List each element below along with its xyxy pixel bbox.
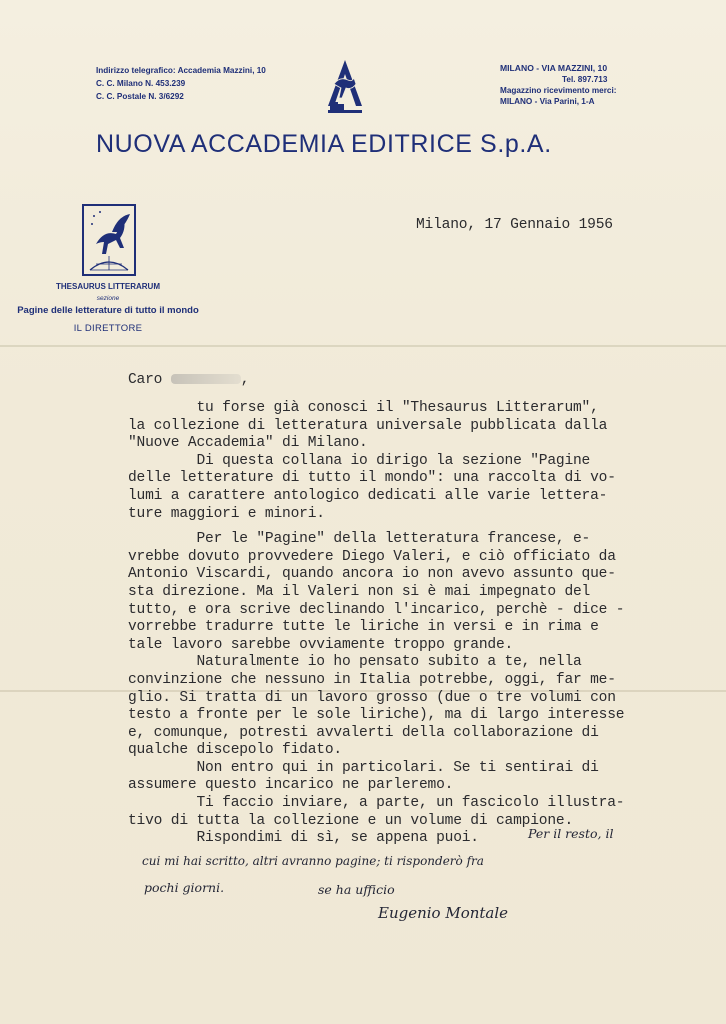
letter-line: "Nuove Accademia" di Milano. <box>128 435 368 452</box>
handwritten-note-1: Per il resto, il <box>528 826 614 841</box>
series-name: Pagine delle letterature di tutto il mondo <box>17 305 199 316</box>
sezione-label: sezione <box>96 295 120 302</box>
letter-line: ture maggiori e minori. <box>128 505 325 522</box>
letter-line: tivo di tutta la collezione e un volume di campione. <box>128 812 573 829</box>
director-role: IL DIRETTORE <box>73 323 143 334</box>
section-info <box>10 281 206 335</box>
letter-date: Milano, 17 Gennaio 1956 <box>416 217 613 233</box>
warehouse-address: MILANO - Via Parini, 1-A <box>500 97 595 106</box>
warehouse-label: Magazzino ricevimento merci: <box>500 86 617 95</box>
letter-line: Per le "Pagine" della letteratura francese, e- <box>128 531 591 548</box>
letter-line: Non entro qui in particolari. Se ti sentirai di <box>128 759 599 776</box>
firm-name: NUOVA ACCADEMIA EDITRICE S.p.A. <box>96 130 552 158</box>
letter-line: vorrebbe tradurre tutte le liriche in versi e in rima e <box>128 619 599 636</box>
collection-name: THESAURUS LITTERARUM <box>56 282 160 291</box>
telegraph-address: Indirizzo telegrafico: Accademia Mazzini, 10 <box>96 66 266 75</box>
thesaurus-logo <box>82 204 136 276</box>
salutation <box>128 372 249 388</box>
handwritten-note-2: cui mi hai scritto, altri avranno pagine; ti risponderò fra <box>142 854 484 868</box>
letter-line: vrebbe dovuto provvedere Diego Valeri, e ciò officiato da <box>128 548 616 565</box>
office-address: MILANO - VIA MAZZINI, 10 <box>500 63 608 73</box>
phone-number: Tel. 897.713 <box>562 75 608 84</box>
letter-line: Ti faccio inviare, a parte, un fascicolo illustra- <box>128 795 625 812</box>
letter-line: tale lavoro sarebbe ovviamente troppo grande. <box>128 636 514 653</box>
cc-milano: C. C. Milano N. 453.239 <box>96 79 186 88</box>
letter-line: tu forse già conosci il "Thesaurus Litterarum", <box>128 400 599 416</box>
letter-line: tutto, e ora scrive declinando l'incarico, perchè - dice - <box>128 601 625 618</box>
letter-line: convinzione che nessuno in Italia potrebbe, oggi, far me- <box>128 671 616 688</box>
signature: Eugenio Montale <box>378 904 509 922</box>
letter-line: glio. Si tratta di un lavoro grosso (due o tre volumi con <box>128 689 616 706</box>
letter-line: assumere questo incarico ne parleremo. <box>128 777 454 794</box>
salutation-word: Caro <box>128 372 163 388</box>
letter-body <box>128 400 624 848</box>
letter-line: testo a fronte per le sole liriche), ma di largo interesse <box>128 707 625 724</box>
letter-line: delle letterature di tutto il mondo": una raccolta di vo- <box>128 470 616 487</box>
letter-line: e, comunque, potresti avvalerti della collaborazione di <box>128 724 599 741</box>
paper-fold <box>0 345 726 347</box>
letter-line: Rispondimi di sì, se appena puoi. <box>128 830 479 847</box>
letter-line: Naturalmente io ho pensato subito a te, nella <box>128 654 582 671</box>
letter-line: Di questa collana io dirigo la sezione "Pagine <box>128 452 591 469</box>
handwritten-note-3: pochi giorni. <box>144 880 225 895</box>
cc-postale: C. C. Postale N. 3/6292 <box>96 92 184 101</box>
letter-line: lumi a carattere antologico dedicati alle varie lettera- <box>128 487 608 504</box>
salutation-comma: , <box>240 372 250 388</box>
paragraph-gap <box>128 523 624 531</box>
letterhead-contacts <box>96 64 266 103</box>
handwritten-note-4: se ha ufficio <box>318 882 395 897</box>
publisher-logo <box>326 58 364 116</box>
letter-line: la collezione di letteratura universale pubblicata dalla <box>128 417 608 434</box>
letter-line: Antonio Viscardi, quando ancora io non avevo assunto que- <box>128 566 616 583</box>
letterhead-address <box>500 63 616 107</box>
letter-line: sta direzione. Ma il Valeri non si è mai impegnato del <box>128 583 591 600</box>
letter-line: qualche discepolo fidato. <box>128 742 342 759</box>
redacted-name <box>171 374 241 384</box>
